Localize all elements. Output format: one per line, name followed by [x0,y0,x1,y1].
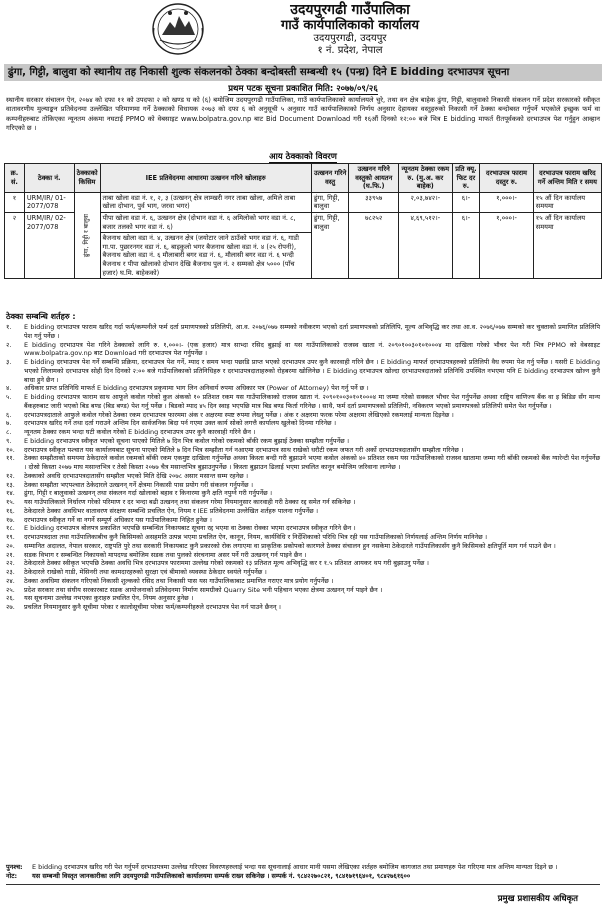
term-item [6,577,600,586]
header-volume: उत्खनन गरिने वस्तुको आयतन (घ.फि.) [349,164,399,193]
nepal-emblem-icon [148,2,208,56]
cell-contract-no: URM/IR/ 01-2077/078 [24,192,74,212]
term-number: ३. [6,358,12,366]
cell-volume: ३३९५७ [349,192,399,212]
term-number: १२. [6,471,15,480]
term-text: E bidding दरभाउपत्र फाराम खरिद गर्दा फर्म/कम्पनीले फर्म दर्ता प्रमाणपत्रको प्रतिलिपी, आ.व. २०७६/०७७ सम्मको नवीकरण भएको दर्ता प्रमाणपत्रको प्रतिलिपि, मूल्य अभिवृद्धि कर तथा आ.व. २०७६/०७७ सम्मको कर चुक्ताको प्रमाणित प्रतिलिपि पेश गर्नु पर्नेछ । [24,323,600,340]
cell-rate: ६।- [452,192,480,212]
header-rate: प्रति क्यू. फिट दर रु. [452,164,480,193]
term-number: २४. [6,576,15,585]
term-item [6,437,600,446]
term-text: दरभाउपत्रदाता तथा गाउँपालिकाबीच कुनै किसिमको असहमति उत्पन्न भएमा प्रचलित ऐन, कानून, नियम, कार्यविधि र निर्देशिकाको परिधि भित्र रही यस गाउँपालिकाको निर्णयलाई अन्तिम निर्णय मानिनेछ । [24,533,488,541]
term-number: ५. [6,393,12,401]
term-text: ठेक्काको अवधि दरभाउपत्रदातासँग सम्झौता भएको मिति देखि २०७८ असार मसान्त सम्म रहनेछ । [24,471,249,480]
cell-deadline: १५ औं दिन कार्यालय समयमा [533,212,601,278]
note-item [6,863,600,872]
header-min-amount: न्यूनतम ठेक्का रकम रु. (मु.अ. कर बाहेक) [398,164,452,193]
term-text: दरभाउपत्रदाताले आफुले कवोल गरेको ठेक्का रकम दरभाउपत्र फारममा अंक र अक्षरमा स्पष्ट रुपमा लेख्नु पर्नेछ । अंक र अक्षरमा फरक परेमा अक्षरमा लेखिएको रकमलाई मान्यता दिइनेछ । [24,410,454,419]
cell-materials: ढुंगा, गिट्टी, बालुवा [311,192,349,212]
term-item [6,472,600,481]
letterhead [0,0,606,64]
term-item [6,489,600,498]
cell-deadline: १५ औं दिन कार्यालय समयमा [533,192,601,212]
term-text: ठेकेदारले राखेको गाडी, मेसिनरी तथा कामदारहरुको सुरक्षा एवं बीमाको व्यवस्था ठेकेदार स्वयंले गर्नुपर्नेछ । [24,568,267,576]
term-text: दरभाउपत्र स्वीकृत गर्ने वा नगर्ने सम्पूर्ण अधिकार यस गाउँपालिकामा निहित हुनेछ । [24,515,212,524]
term-number: २५. [6,585,15,594]
term-item [6,341,600,359]
term-item [6,498,600,507]
term-text: ठेक्का सम्झौताको समयमा ठेकेदारले कवोल रकमको बाँकी रकम एकमुष्ट दाखिला गर्नुपर्नेछ अथवा किस्ता बन्दी गरी बुझाउने भएमा कवोल अंकको ४० प्रतिशत रकम यस गाउँपालिकाको राजस्व खातामा जम्मा गरी बाँकी रकमको बैंक ग्यारेन्टी पेश गर्नुपर्नेछ । दोस्रो किस्ता २०७७ माघ मसान्तभित्र र तेस्रो किस्ता २०७७ चैत्र मसान्तभित्र बुझाउनुपर्नेछ । किस्ता बुझाउन ढिलाई भएमा प्रचलित कानून बमोजिम जरिवाना लाग्नेछ । [24,454,600,471]
term-number: १८. [6,524,15,533]
publication-date: प्रथम पटक सूचना प्रकाशित मिति: २०७७/०९/२६ [228,84,378,94]
term-text: E bidding दरभाउपत्र फाराम साथ आफूले कवोल गरेको कुल अंकको १० प्रतिशत रकम यस गाउँपालिकाको राजस्व खाता नं. २०९०१००३०१०१०००४ मा जम्मा गरेको सक्कल भौचर पेश गर्नुपर्नेछ अथवा राष्ट्रिय वाणिज्य बैंक वा इ बिडिङ सँग मान्य बैंकहरुबाट जारी भएको बिड बण्ड (बिड बण्ड) पेश गर्नु पर्नेछ । बिडको म्याद ४५ दिन स्वाइ भएपछि मात्र बिड बण्ड फिर्ता गरिनेछ । साथै, फर्म दर्ता प्रमाणपत्रको प्रतिलिपी, नविकरण भएको प्रमाणपत्रको प्रतिलिपी समेत पेश गर्नुपर्नेछ । [24,393,600,410]
term-item [6,559,600,568]
term-text: प्रदेश सरकार तथा संघीय सरकारबाट सडक आयोजनाको प्रतिवेदनमा निर्माण सामग्रीको Quarry Site भनी पहिचान भएका क्षेत्रमा उत्खनन् गर्न पाइने छैन । [24,585,383,594]
cell-rate: ६।- [452,212,480,278]
term-text: दरभाउपत्र खरिद गर्ने तथा दर्ता गराउने अन्तिम दिन सार्वजनिक बिदा पर्न गएमा उक्त कार्य सोको लगत्तै कार्यालय खुलेको दिनमा गरिनेछ । [24,419,337,428]
term-number: ८. [6,428,12,436]
header-sn: क्र. सं. [5,164,25,193]
term-text: ठेक्का अवधिमा संकलन गरिएको निकासी शुल्कको रसिद तथा निकासी पास यस गाउँपालिकाबाट प्रमाणित गराएर मात्र प्रयोग गर्नुपर्नेछ । [24,576,334,585]
cell-contract-no: URM/IR/ 02-2077/078 [24,212,74,278]
term-number: १. [6,323,12,331]
term-text: E bidding दरभाउपत्र पेश गरिने ठेक्काको लागि रु. १,०००।- (एक हजार) मात्र साभ्दा रसिद बुझाई वा यस गाउँपालिकाको राजस्व खाता नं. २०९०१००३०१०१०००४ मा दाखिला गरेको भौचर पेश गरी भित्र PPMO को वेबसाइट www.bolpatra.gov.np बाट Download गरी दरभाउपत्र पेश गर्नुपर्नेछ । [24,340,600,358]
term-number: ४. [6,384,12,393]
cell-rivers: बैजनाथ खोला वडा नं. ४, उत्खनन क्षेत्र (जयोटार जाने ठाउँको भगर वडा नं. ६, गाडी गा.पा. पुछारनगर वडा नं. ६, बाइकुलो भगर बैजनाथ खोला वडा नं. ४ (२५ रोपनी), बैजनाथ खोला वडा नं. ६ मौलाबारी बगर वडा नं. ६, मौलासी बगर वडा नं. ६ भन्दी बैजनाथ र पीपा खोलाको दोभान देखि बैजनाथ पुल नं. २ सम्मको क्षेत्र ५००० (पाँच हजार) घ.मि. बाहेकको) [100,233,311,279]
term-number: १५. [6,498,15,506]
term-text: दरभाउपत्र स्वीकृत पश्चात यस कार्यालयबाट सूचना पाएको मितिले ७ दिन भित्र सम्झौता गर्न नआएमा दरभाउपत्र साथ राखेको धरौटी रकम जफत गरी अर्को दरभाउपत्रदातासँग सम्झौता गरिनेछ । [24,445,464,454]
cell-form-fee: १,०००।- [480,192,533,212]
term-text: ढुंगा, गिट्टी र बालुवाको उत्खनन् तथा संकलन गर्दा खोलाको बहाव र किनारमा कुनै क्षति नपुग्ने गरी गर्नुपर्नेछ । [24,489,273,498]
note-item [6,872,600,881]
signature-title: प्रमुख प्रशासकीय अधिकृत [497,894,578,904]
term-text: यस गाउँपालिकाले निर्धारण गरेको परिमाण र दर भन्दा बढी उत्खनन् तथा संकलन गरेमा नियमानुसार कारवाही गरी ठेक्का रद्द समेत गर्न सकिनेछ । [24,498,356,506]
term-text: E bidding दरभाउपत्र स्वीकृत भएको सूचना पाएको मितिले ७ दिन भित्र कवोल गरेको रकमको बाँकी रकम बुझाई ठेक्का सम्झौता गर्नुपर्नेछ । [24,436,350,445]
term-number: १४. [6,489,15,498]
term-number: १०. [6,445,15,454]
term-item [6,551,600,560]
term-item [6,393,600,411]
term-item [6,323,600,341]
term-text: प्रचलित नियमानुसार कुनै सूचीमा परेका र कालोसूचीमा परेका फर्म/कम्पनीहरुले दरभाउपत्र पेश गर्न पाउने छैनन् । [24,603,281,611]
province-line: १ नं. प्रदेश, नेपाल [317,45,383,56]
cell-volume: ७८२५२ [349,212,399,278]
terms-title: ठेक्का सम्बन्धि शर्तहरु : [6,312,76,321]
term-item [6,419,600,428]
header-form-fee: दरभाउपत्र फाराम दस्तुर रु. [480,164,533,193]
term-text: ठेक्का सम्झौता भएपश्चात ठेकेदारले उत्खनन् गर्ने क्षेत्रमा निकासी पास प्रयोग गरी संकलन गर्नुपर्नेछ । [24,480,254,489]
bid-details-table [4,163,602,279]
cell-form-fee: १,०००।- [480,212,533,278]
office-name: गाउँ कार्यपालिकाको कार्यालय [281,18,419,33]
note-text: E bidding दरभाउपत्र खरिद गरी पेश गर्नुपर्ने दरभाउपत्रमा उल्लेख गरिएका विवरणहरुलाई भन्दा यस सूचनालाई आधार मानी यसमा लेखिएका शर्तहरु बमोजिम कागजात तथा प्रमाणहरु पेश गरिएमा मात्र अन्तिम मान्यता दिइने छ । [32,863,558,871]
intro-paragraph: स्थानीय सरकार संचालन ऐन, २०७४ को दफा ११ को उपदफा २ को खण्ड घ को (६) बमोजिम उदयपुरगढी गाउँपालिका, गाउँ कार्यपालिकाको कार्यालयले चुरे, तथा वन क्षेत्र बाहेक ढुंगा, गिट्टी, बालुवाको निकासी संकलन गर्ने प्रदेश सरकारको स्वीकृत वातावरणीय मुल्याङ्कन प्रतिवेदनमा उल्लेखित परिमाणमा गर्ने ठेक्काको विधायक २०७३ को दफा ६ को अनुसूची ५ अनुसार गाउँ कार्यपालिकाको निर्णय अनुसार देहायका वस्तुहरुको निकासी गर्ने ठेक्का बन्दोबस्त गर्नुपर्ने भएकोले इच्छुक फर्म वा कम्पनीहरुबाट तोकिएका न्यूनतम अंकमा नघटाई PPMO को वेबसाइट www.bolpatra.gov.np बाट Bid Document Download गरी १६औं दिनको १२:०० बजे भित्र E bidding माफर्त रीतपूर्वकको दरभाउपत्र पेश गर्नुहुन आव्हान गरिएको छ । [6,96,600,133]
term-text: ठेकेदारले ठेक्का स्वीकृत भएपछि ठेक्का अवधि भित्र दरभाउपत्र फाराममा उल्लेख गरेको रकमको १३ प्रतिशत मूल्य अभिवृद्धि कर र १.५ प्रतिशत आयकर थप गरी बुझाउनु पर्नेछ । [24,559,429,568]
header-deadline: दरभाउपत्र फाराम खरिद गर्ने अन्तिम मिति र समय [533,164,601,193]
header-contract-type: ठेक्काको किसिम [74,164,100,193]
term-number: ७. [6,419,12,428]
cell-min-amount: ४,६९,५१२।- [398,212,452,278]
term-number: १९. [6,533,15,541]
cell-contract-type [74,192,100,278]
term-item [6,542,600,551]
term-item [6,358,600,384]
contract-type-label: ढुंगा, गिट्टी र बालुवा [82,213,90,257]
municipality-name: उदयपुरगढी गाउँपालिका [290,2,410,18]
header-rivers: IEE प्रतिवेदनमा आधारमा उत्खनन गरिने खोलाहरु [100,164,311,193]
cell-sn: १ [5,192,25,212]
term-item [6,428,600,437]
cell-sn: २ [5,212,25,278]
cell-rivers: पीपा खोला वडा नं. ६, उत्खनन क्षेत्र (दोभान वडा नं. ६ अमिलोको भगर वडा नं. ८, बजार तलको भगर वडा नं. ६) [100,212,311,232]
term-item [6,533,600,542]
term-text: ठेकेदारले ठेक्का अवधिभर वातावरण संरक्षण सम्बन्धि प्रचलित ऐन, नियम र IEE प्रतिवेदनमा उल्लेखित शर्तहरु पालना गर्नुपर्नेछ । [24,506,319,515]
office-address: उदयपुरगढी, उदयपुर [313,33,387,44]
note-label: नोट: [6,871,18,880]
term-number: २२. [6,559,15,568]
term-item [6,586,600,595]
term-item [6,516,600,525]
term-item [6,507,600,516]
cell-min-amount: २,०३,७४२।- [398,192,452,212]
divider [6,884,600,885]
term-number: २. [6,340,12,349]
table-title: आय ठेक्काको विवरण [269,152,337,162]
term-text: E bidding दरभाउपत्र पेश गर्ने सम्बन्धि प्रक्रिया, दरभाउपत्र पेश गर्ने, म्याद र समय भन्दा पछाडि प्राप्त भएको दरभाउपत्र उपर कुनै कारवाही गरिने छैन । E bidding माफर्त दरभाउपत्रहरुको प्रतिलिपी वैध रुपमा पेश गर्नु पर्नेछ । यसरी E bidding भएको लिलामको दरभाउपत्र सोही दिन दिनको २:०० बजे गाउँपालिकाको प्रतिनिधिहरु र दरभाउपत्रदाताहरुको रोहबरमा खोलिनेछ । E bidding दरभाउपत्र खोल्दा दरभाउपत्रदाताको प्रतिनिधि उपस्थित नभएमा पनि E bidding दरभाउपत्र खोल्न कुनै बाधा हुने छैन । [24,358,600,384]
note-label: पुनश्च: [6,863,23,871]
term-item [6,454,600,472]
header-materials: उत्खनन गरिने वस्तु [311,164,349,193]
term-number: २३. [6,568,15,576]
term-item [6,603,600,612]
term-item [6,446,600,455]
cell-materials: ढुंगा, गिट्टी, बालुवा [311,212,349,278]
cell-rivers: ताबा खोला वडा नं. १, २, ३ (उत्खनन् क्षेत्र लाम्खरी नगर ताबा खोला, अमिले ताबा खोला दोभान, पुर्व भाग, जरवा भगर) [100,192,311,212]
term-text: E bidding दरभाउपत्र बोलपत्र प्रकाशित भएपछि सम्बन्धित निकायबाट सूचना रद्द भएमा वा ठेक्का रोक्का भएमा दरभाउपत्र स्वीकृत गरिने छैन । [24,524,356,533]
term-number: २६. [6,594,15,603]
term-number: ६. [6,410,12,419]
table-row [5,192,602,212]
notes-block [6,863,600,881]
term-number: ११. [6,454,15,463]
term-number: ९. [6,436,12,445]
term-item [6,524,600,533]
term-number: २०. [6,541,15,550]
term-item [6,568,600,577]
term-text: यस सूचनामा उल्लेख नभएका कुराहरु प्रचलित ऐन, नियम अनुसार हुनेछ । [24,594,194,603]
term-text: सडक विभाग र सम्बन्धित निकायको मापदण्ड बमोजिम सडक तथा पुलको संरचनामा असर पर्ने गरी उत्खनन् गर्न पाइने छैन । [24,550,307,559]
term-item [6,594,600,603]
note-text: यस सम्बन्धी विस्तृत जानकारीका लागि उदयपुरगढी गाउँपालिकाको कार्यालयमा सम्पर्क राख्न सकिनेछ । सम्पर्क नं. ९८४२२७०८२१, ९८४१७१९६४०१, ९८४२७६१६०० [32,871,411,880]
table-header-row [5,164,602,193]
header-contract-no: ठेक्का नं. [24,164,74,193]
term-number: १७. [6,515,15,524]
term-number: २१. [6,550,15,559]
term-text: सम्मानित अदालत, नेपाल सरकार, राष्ट्रपति पुरे तथा सरकारी निकायबाट कुनै प्रकारको रोक लगाएमा वा प्राकृतिक प्रकोपको कारणले ठेक्का संचालन हुन नसकेमा ठेकेदारले गाउँपालिकासँग कुनै किसिमको क्षतिपूर्ति माग गर्न पाउने छैन । [24,541,556,550]
term-number: १६. [6,506,15,515]
term-number: २७. [6,603,15,611]
term-item [6,411,600,420]
term-number: १३. [6,480,15,489]
term-text: न्यूनतम ठेक्का रकम भन्दा घटी कवोल गरेको E bidding दरभाउपत्र उपर कुनै कारवाही गरिने छैन । [24,428,256,436]
terms-list [6,323,600,612]
term-text: अधिकार प्राप्त प्रतिनिधि माफर्त E bidding दरभाउपत्र प्रकृयामा भाग लिन अनिवार्य रुपमा अधिकार पत्र (Power of Attorney) पेश गर्नु पर्ने छ । [24,384,369,393]
term-item [6,481,600,490]
notice-banner: ढुंगा, गिट्टी, बालुवा को स्थानीय तह निकासी शुल्क संकलनको ठेक्का बन्दोबस्ती सम्बन्धी १५ (पन्ध्र) दिने E bidding दरभाउपत्र सूचना [4,64,602,81]
term-item [6,384,600,393]
